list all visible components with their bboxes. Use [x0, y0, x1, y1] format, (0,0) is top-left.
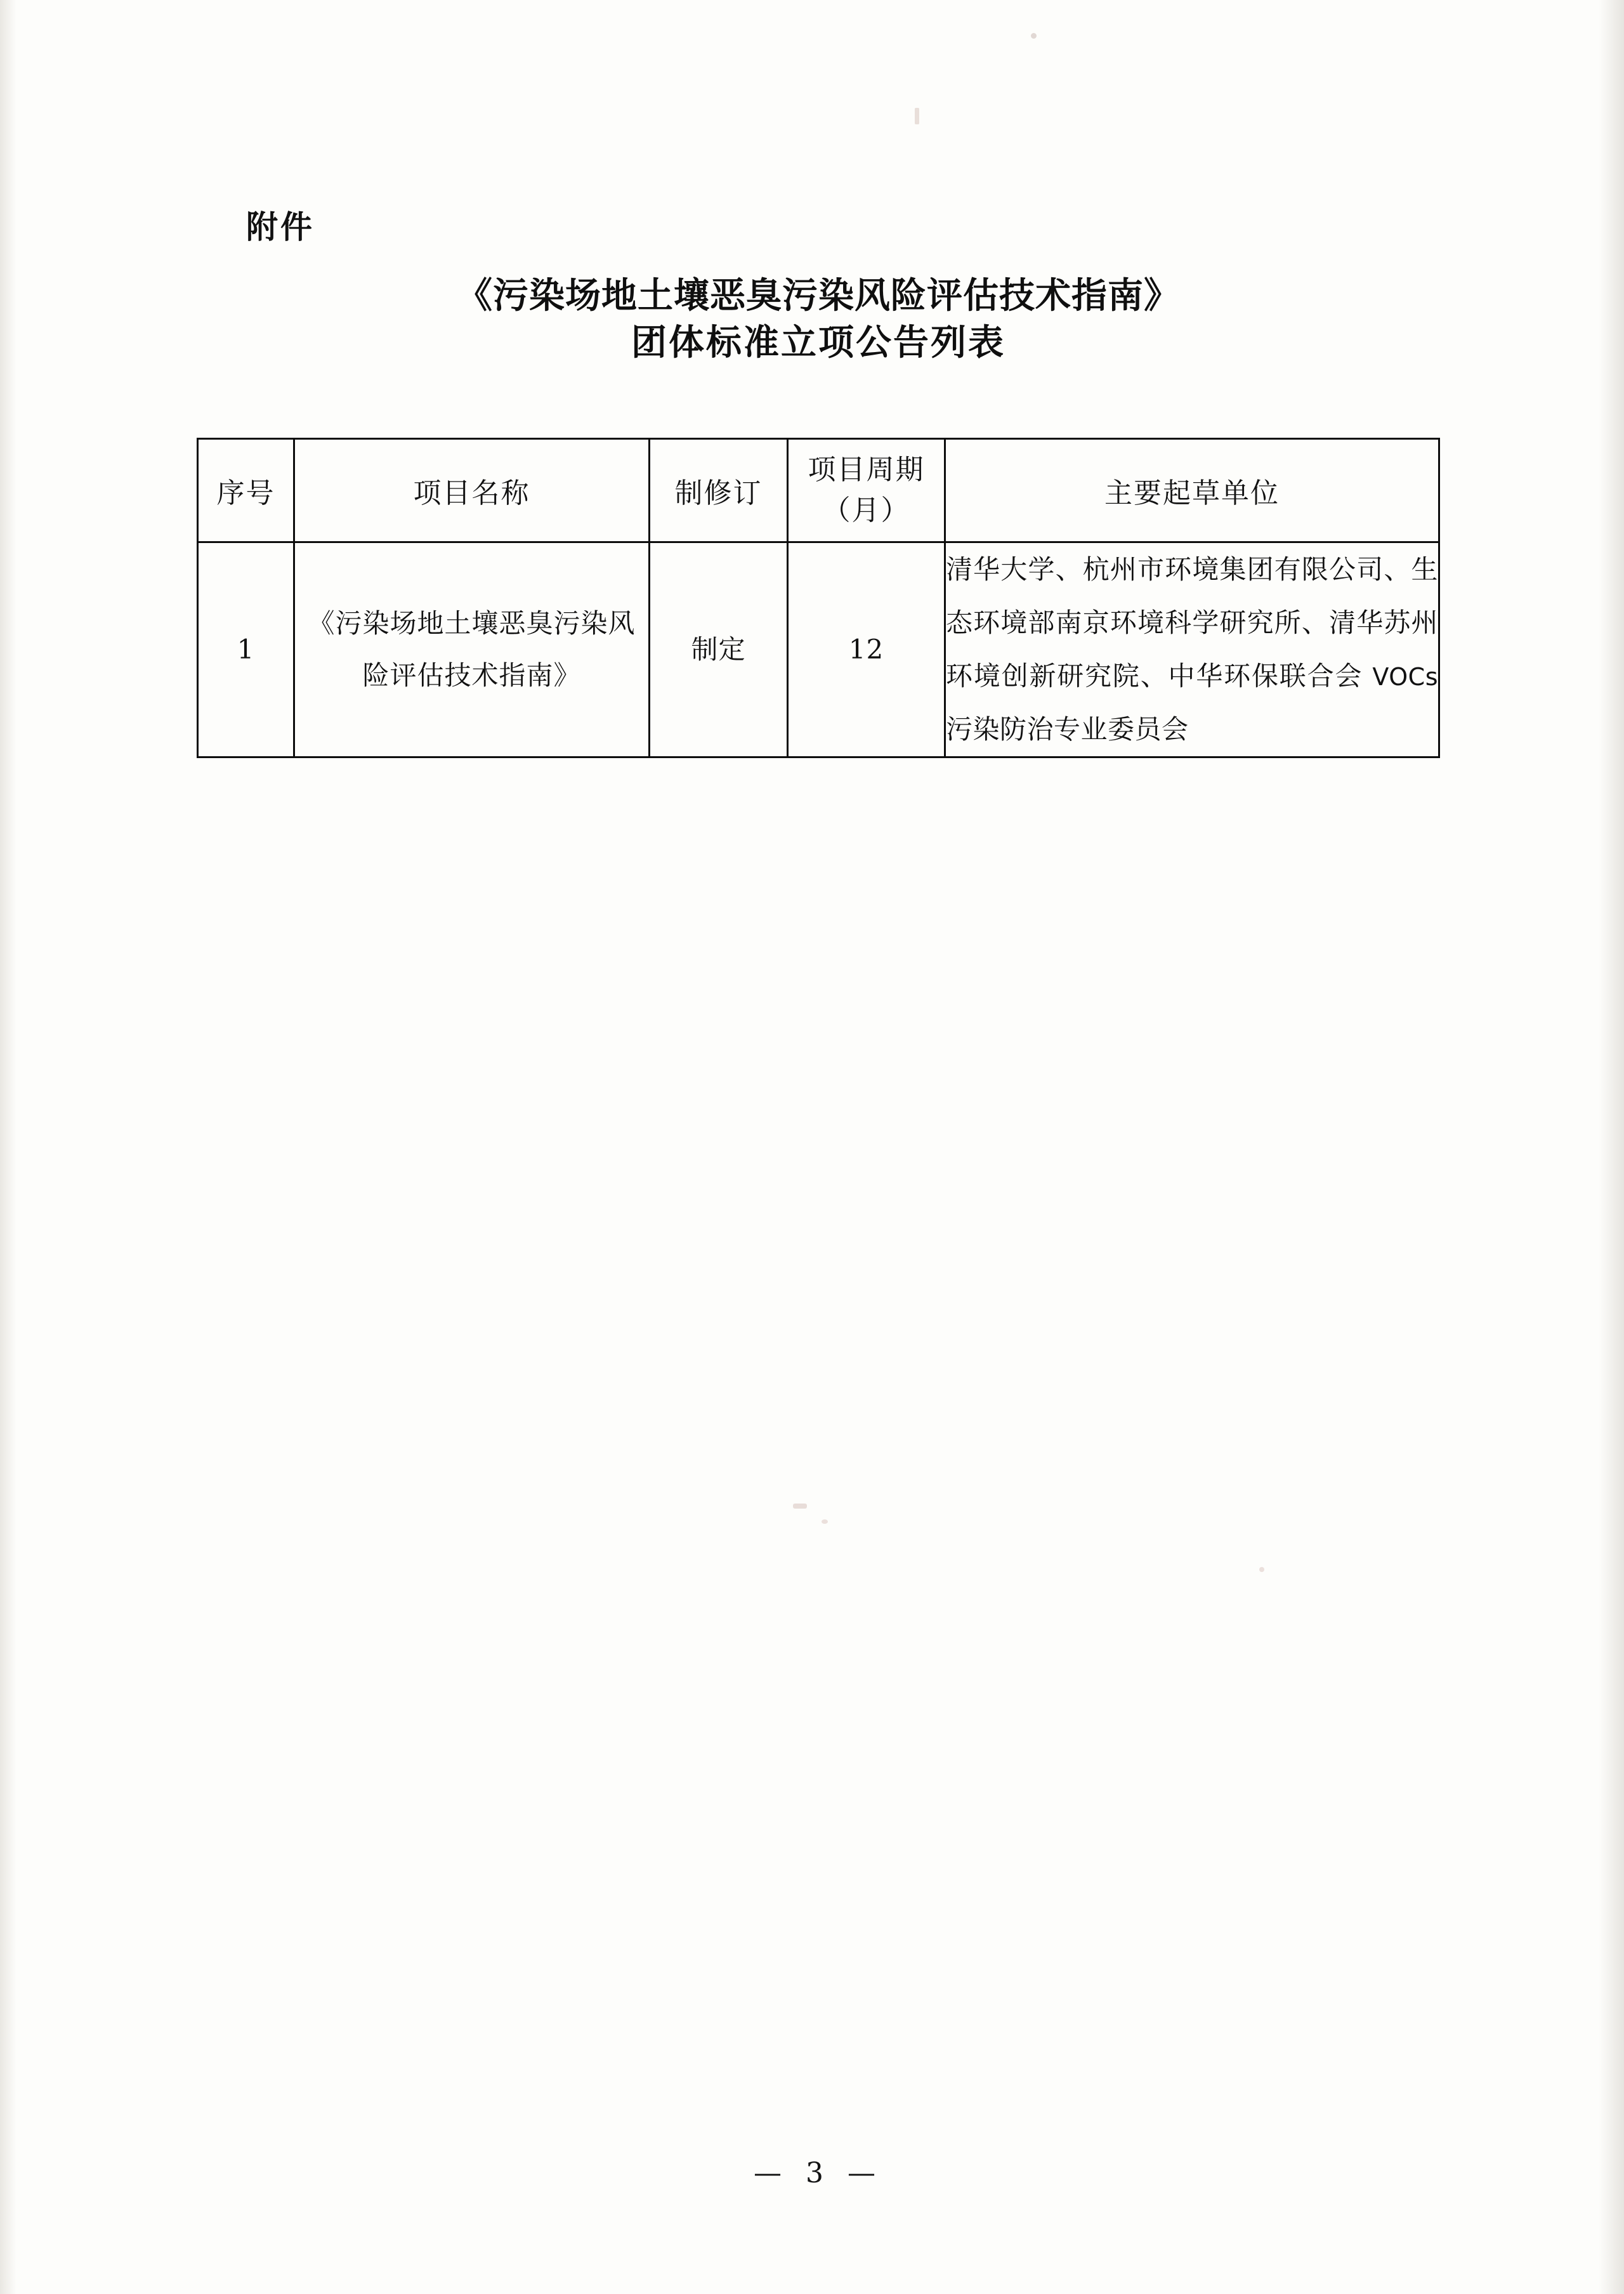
column-header-revision-type: 制修订 [650, 439, 788, 542]
column-header-cycle [788, 439, 945, 542]
scan-speck [1259, 1567, 1264, 1572]
drafters-text-part-2: 污染防治专业委员会 [946, 714, 1189, 745]
cell-no: 1 [198, 542, 294, 757]
page-title [190, 273, 1446, 367]
cell-project-name: 《污染场地土壤恶臭污染风险评估技术指南》 [294, 542, 650, 757]
standard-project-table [197, 438, 1440, 758]
scan-speck [793, 1504, 807, 1509]
table-body [198, 542, 1439, 757]
scan-speck [822, 1519, 828, 1524]
page-number: — 3 — [754, 2157, 883, 2189]
drafters-text-latin: VOCs [1372, 663, 1438, 691]
paper-edge-right [1599, 0, 1624, 2294]
column-header-project-name: 项目名称 [294, 439, 650, 542]
column-header-cycle-line-1: 项目周期 [808, 454, 925, 487]
cell-revision-type: 制定 [650, 542, 788, 757]
page-title-line-1: 《污染场地土壤恶臭污染风险评估技术指南》 [457, 275, 1180, 317]
paper-edge-left [0, 0, 16, 2294]
table-header-row [198, 439, 1439, 542]
column-header-main-drafters: 主要起草单位 [945, 439, 1439, 542]
drafters-text-part-1: 清华大学、杭州市环境集团有限公司、生态环境部南京环境科学研究所、清华苏州环境创新研究院、中华环保联合会 [946, 554, 1438, 691]
table-row [198, 542, 1439, 757]
scan-speck [915, 108, 919, 124]
attachment-label: 附件 [246, 208, 315, 246]
table-header [198, 439, 1439, 542]
column-header-no: 序号 [198, 439, 294, 542]
column-header-cycle-line-2: （月） [822, 494, 910, 527]
scan-speck [1031, 33, 1037, 39]
cell-main-drafters [945, 542, 1439, 757]
cell-cycle: 12 [788, 542, 945, 757]
page-title-line-2: 团体标准立项公告列表 [631, 321, 1005, 364]
